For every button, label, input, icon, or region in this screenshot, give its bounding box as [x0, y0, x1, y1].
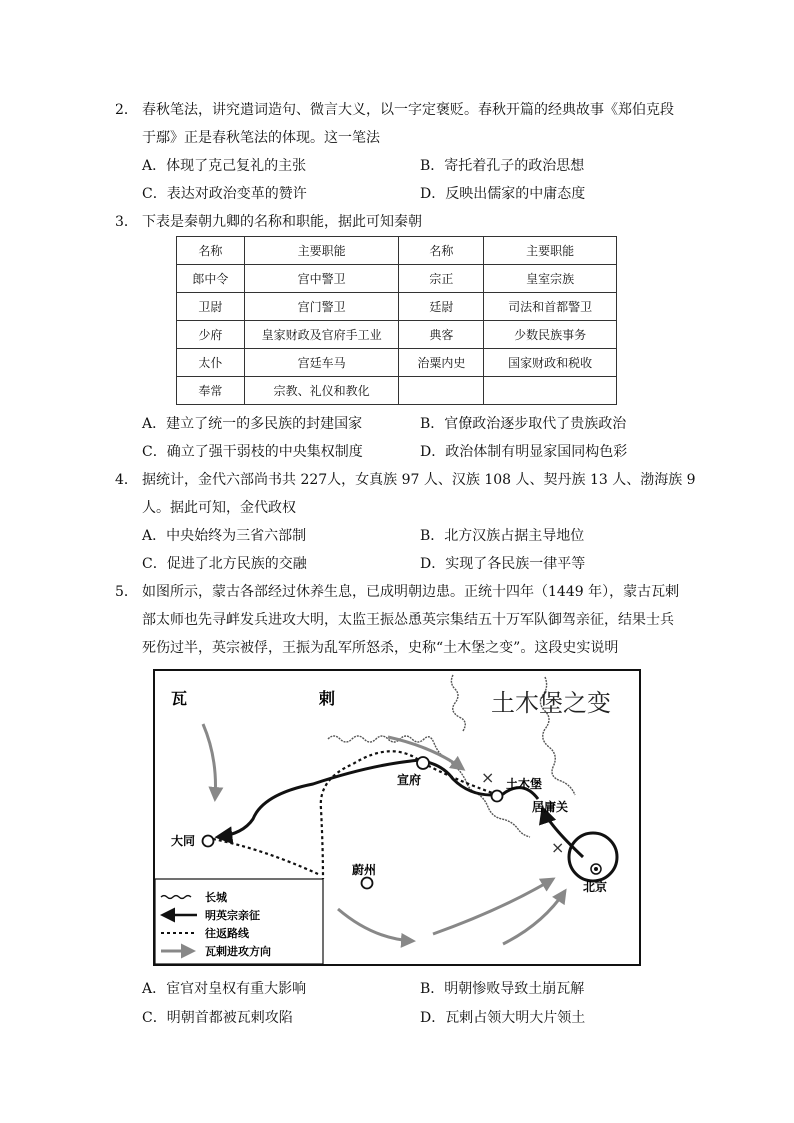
table-header-cell: 主要职能	[484, 237, 617, 265]
q5-option-d: D．瓦剌占领大明大片领土	[420, 1010, 586, 1026]
place-marker-beijing-dot	[594, 867, 598, 871]
region-label-wa: 瓦	[171, 689, 188, 708]
place-label-yuzhou: 蔚州	[352, 863, 377, 877]
q2-option-c: C．表达对政治变革的赞许	[142, 186, 307, 202]
map-title: 土木堡之变	[491, 689, 611, 717]
legend-label-route: 往返路线	[205, 927, 249, 940]
table-header-cell: 主要职能	[244, 237, 399, 265]
legend-label-attack: 瓦剌进攻方向	[205, 945, 271, 958]
place-label-beijing: 北京	[583, 880, 608, 894]
legend-label-wall: 长城	[205, 891, 227, 904]
q5-option-b: B．明朝惨败导致土崩瓦解	[420, 981, 585, 997]
q2-option-b: B．寄托着孔子的政治思想	[420, 158, 585, 174]
table-cell: 皇室宗族	[484, 265, 617, 293]
battle-x-mark: ×	[481, 768, 495, 787]
q5-option-c: C．明朝首都被瓦剌攻陷	[142, 1010, 293, 1026]
q5-stem-line3: 死伤过半，英宗被俘，王振为乱军所怒杀，史称“土木堡之变”。这段史实说明	[142, 640, 619, 656]
table-cell: 国家财政和税收	[484, 349, 617, 377]
map-legend	[155, 879, 323, 964]
table-cell: 太仆	[177, 349, 245, 377]
place-marker-xuanfu	[417, 757, 429, 769]
q3-option-c: C．确立了强干弱枝的中央集权制度	[142, 444, 363, 460]
place-marker-datong	[203, 836, 214, 847]
place-marker-yuzhou	[362, 878, 373, 889]
table-cell	[399, 377, 484, 405]
table-cell: 少数民族事务	[484, 321, 617, 349]
table-cell: 宫中警卫	[244, 265, 399, 293]
place-label-xuanfu: 宣府	[397, 773, 422, 787]
q4-stem-line1: 据统计，金代六部尚书共 227人，女真族 97 人、汉族 108 人、契丹族 13 人、渤海族 9	[142, 472, 696, 488]
place-label-datong: 大同	[171, 834, 196, 848]
table-cell: 郎中令	[177, 265, 245, 293]
q2-option-a: A．体现了克己复礼的主张	[142, 158, 307, 174]
q2-number: 2．	[115, 102, 138, 118]
q4-option-c: C．促进了北方民族的交融	[142, 556, 307, 572]
table-cell: 宗教、礼仪和教化	[244, 377, 399, 405]
q5-stem-line2: 部太师也先寻衅发兵进攻大明，太监王振怂恿英宗集结五十万军队御驾亲征，结果士兵	[142, 612, 674, 628]
table-cell: 治粟内史	[399, 349, 484, 377]
q2-stem-line2: 于鄢》正是春秋笔法的体现。这一笔法	[142, 130, 380, 146]
table-cell: 奉常	[177, 377, 245, 405]
legend-label-expedition: 明英宗亲征	[205, 909, 260, 922]
table-header-cell: 名称	[399, 237, 484, 265]
tumu-crisis-map	[153, 669, 641, 966]
place-label-tumubao: 土木堡	[506, 777, 543, 791]
table-cell: 皇家财政及官府手工业	[244, 321, 399, 349]
q3-option-b: B．官僚政治逐步取代了贵族政治	[420, 416, 627, 432]
place-marker-tumubao	[492, 791, 503, 802]
table-cell: 廷尉	[399, 293, 484, 321]
table-cell: 宫门警卫	[244, 293, 399, 321]
battle-x-mark: ×	[551, 838, 565, 857]
q5-stem-line1: 如图所示，蒙古各部经过休养生息，已成明朝边患。正统十四年（1449 年），蒙古瓦剌	[142, 584, 680, 600]
table-cell	[484, 377, 617, 405]
q3-stem: 下表是秦朝九卿的名称和职能，据此可知秦朝	[142, 214, 422, 230]
q4-option-d: D．实现了各民族一律平等	[420, 556, 586, 572]
nine-ministers-table	[176, 236, 617, 405]
q4-option-a: A．中央始终为三省六部制	[142, 528, 307, 544]
place-label-juyongguan: 居庸关	[532, 800, 569, 814]
q2-option-d: D．反映出儒家的中庸态度	[420, 186, 586, 202]
table-row	[177, 265, 617, 293]
q3-option-a: A．建立了统一的多民族的封建国家	[142, 416, 363, 432]
table-row	[177, 349, 617, 377]
q4-stem-line2: 人。据此可知，金代政权	[142, 500, 296, 516]
table-header-cell: 名称	[177, 237, 245, 265]
table-cell: 宗正	[399, 265, 484, 293]
table-cell: 司法和首都警卫	[484, 293, 617, 321]
q5-option-a: A．宦官对皇权有重大影响	[142, 981, 307, 997]
table-cell: 少府	[177, 321, 245, 349]
q4-option-b: B．北方汉族占据主导地位	[420, 528, 585, 544]
table-row	[177, 293, 617, 321]
q2-stem-line1: 春秋笔法，讲究遣词造句、微言大义，以一字定褒贬。春秋开篇的经典故事《郑伯克段	[142, 102, 674, 118]
table-cell: 典客	[399, 321, 484, 349]
q4-number: 4．	[115, 472, 138, 488]
region-label-la: 剌	[319, 689, 336, 708]
table-cell: 宫廷车马	[244, 349, 399, 377]
q5-number: 5．	[115, 584, 138, 600]
table-row	[177, 321, 617, 349]
q3-number: 3．	[115, 214, 138, 230]
table-header-row	[177, 237, 617, 265]
table-row	[177, 377, 617, 405]
q3-option-d: D．政治体制有明显家国同构色彩	[420, 444, 628, 460]
table-cell: 卫尉	[177, 293, 245, 321]
